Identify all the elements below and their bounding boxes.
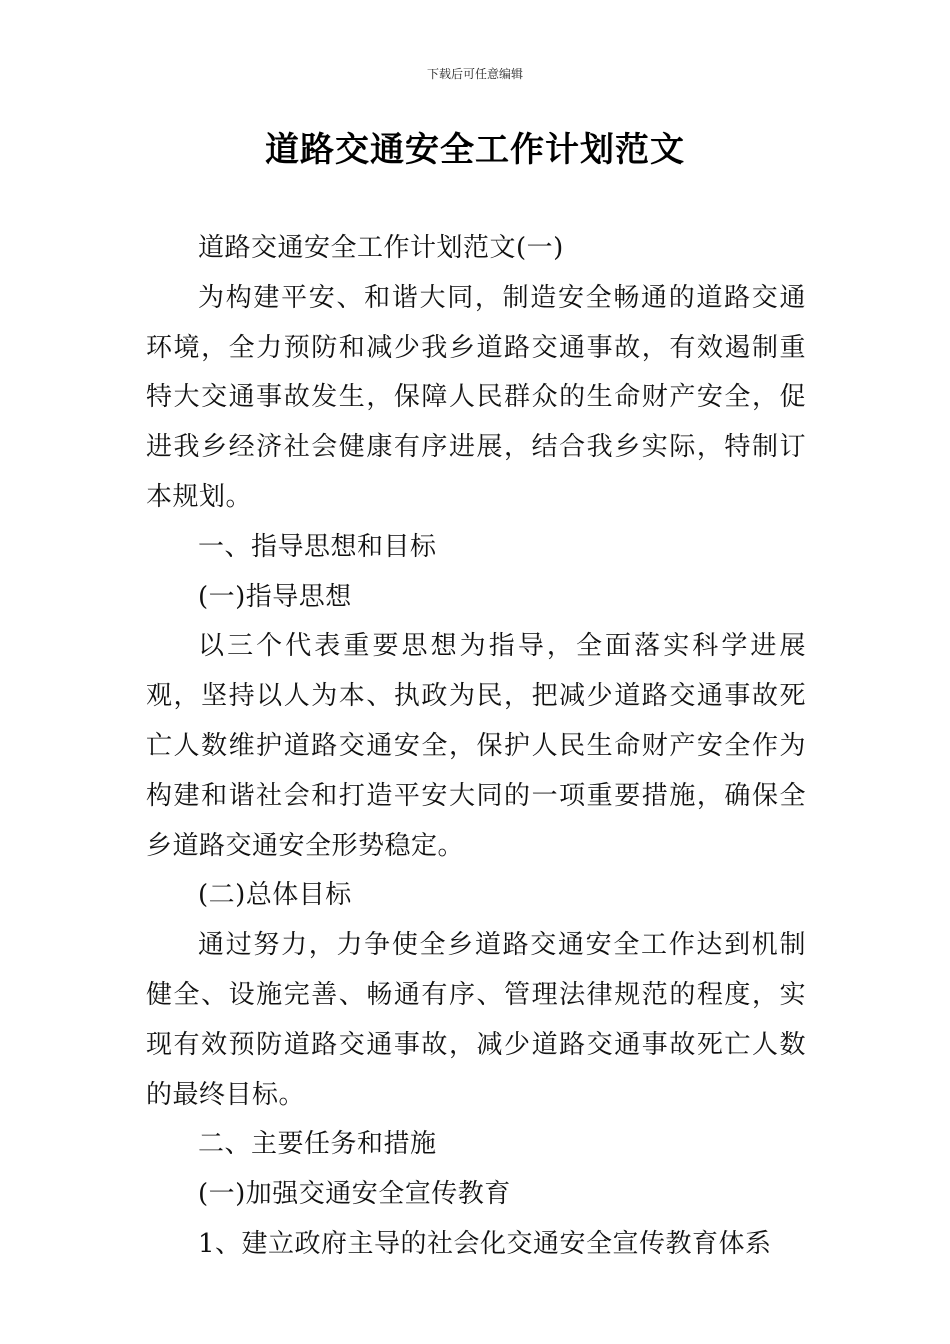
section-heading: 一、指导思想和目标 xyxy=(198,531,437,562)
document-title: 道路交通安全工作计划范文 xyxy=(265,130,685,170)
guidance-paragraph: 以三个代表重要思想为指导，全面落实科学进展观，坚持以人为本、执政为民，把减少道路交通事故死亡人数维护道路交通安全，保护人民生命财产安全作为构建和谐社会和打造平安大同的一项重要措施，确保全乡道路交通安全形势稳定。 xyxy=(146,631,806,861)
header-note: 下载后可任意编辑 xyxy=(426,67,523,81)
list-item: 1、建立政府主导的社会化交通安全宣传教育体系 xyxy=(198,1228,772,1259)
subsection-heading: (一)加强交通安全宣传教育 xyxy=(198,1179,511,1210)
document-body xyxy=(146,224,806,1270)
subtitle-paragraph: 道路交通安全工作计划范文(一) xyxy=(198,233,564,263)
goal-paragraph: 通过努力，力争使全乡道路交通安全工作达到机制健全、设施完善、畅通有序、管理法律规范的程度，实现有效预防道路交通事故，减少道路交通事故死亡人数的最终目标。 xyxy=(146,930,806,1110)
subsection-heading: (一)指导思想 xyxy=(198,581,352,612)
subsection-heading: (二)总体目标 xyxy=(198,880,352,911)
section-heading: 二、主要任务和措施 xyxy=(198,1129,437,1160)
intro-paragraph: 为构建平安、和谐大同，制造安全畅通的道路交通环境，全力预防和减少我乡道路交通事故，有效遏制重特大交通事故发生，保障人民群众的生命财产安全，促进我乡经济社会健康有序进展，结合我乡实际，特制订本规划。 xyxy=(146,282,806,512)
